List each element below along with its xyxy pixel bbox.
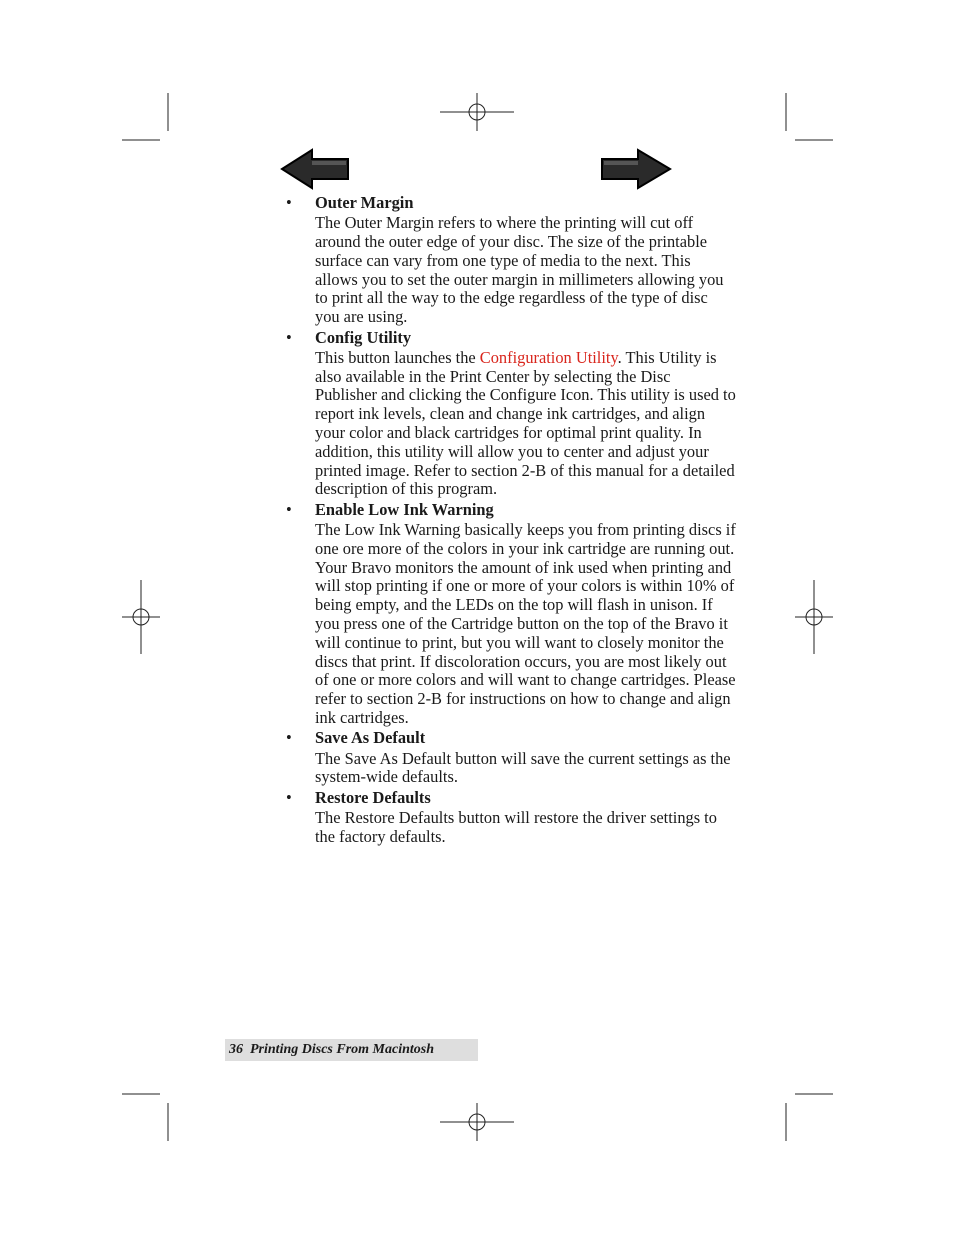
bullet: • <box>286 787 292 807</box>
item-title: Outer Margin <box>315 193 414 212</box>
configuration-utility-link[interactable]: Configuration Utility <box>479 347 618 367</box>
page-number: 36 <box>229 1042 243 1057</box>
bullet: • <box>286 728 292 748</box>
item-description-text: . This Utility is also available in the Print Center by selecting the Disc Publisher and clicking the Configure Icon. This utility is used to report ink levels, clean and change ink cartridges, and align your color and black cartridges for optimal print quality. In addition, this utility will allow you to center and adjust your printed image. Refer to section 2-B of this manual for a detailed description of this program. <box>315 347 736 499</box>
item-title: Save As Default <box>315 728 426 748</box>
page-footer <box>225 1039 478 1061</box>
section-title: Printing Discs From Macintosh <box>250 1042 434 1057</box>
next-page-arrow-button[interactable] <box>600 147 672 191</box>
list-item-outer-margin <box>286 194 736 327</box>
right-arrow-icon <box>600 147 672 191</box>
list-item-enable-low-ink-warning <box>286 501 736 728</box>
item-description: The Outer Margin refers to where the printing will cut off around the outer edge of your disc. The size of the printable surface can vary from one type of media to the next. This allows you to set the outer margin in millimeters allowing you to print all the way to the edge regardless of the type of disc you are using. <box>315 213 724 327</box>
item-description-text: This button launches the <box>315 347 480 367</box>
left-arrow-icon <box>280 147 350 191</box>
item-description: The Restore Defaults button will restore the driver settings to the factory defaults. <box>315 808 717 846</box>
item-title: Restore Defaults <box>315 787 431 807</box>
bullet: • <box>286 499 292 519</box>
list-item-save-as-default <box>286 729 736 787</box>
registration-mark-left <box>122 580 160 654</box>
item-title: Config Utility <box>315 327 412 347</box>
item-description <box>315 349 736 499</box>
list-item-config-utility <box>286 329 736 500</box>
bullet: • <box>286 193 292 212</box>
item-title: Enable Low Ink Warning <box>315 499 494 519</box>
bullet: • <box>286 327 292 347</box>
item-description: The Save As Default button will save the current settings as the system-wide defaults. <box>315 748 731 787</box>
item-description: The Low Ink Warning basically keeps you from printing discs if one ore more of the colors in your ink cartridge are running out. Your Bravo monitors the amount of ink used when printing and will stop printing if one or more of your colors is within 10% of being empty, and the LEDs on the top will flash in unison. If you press one of the Cartridge button on the top of the Bravo it will continue to print, but you will want to closely monitor the discs that print. If discoloration occurs, you are most likely out of one or more colors and will want to change cartridges. Please refer to section 2-B for instructions on how to change and align ink cartridges. <box>315 520 736 728</box>
registration-mark-bottom <box>440 1103 514 1141</box>
registration-mark-top <box>440 93 514 131</box>
previous-page-arrow-button[interactable] <box>280 147 350 191</box>
list-item-restore-defaults <box>286 789 736 847</box>
settings-description-list <box>286 194 736 848</box>
registration-mark-right <box>795 580 833 654</box>
